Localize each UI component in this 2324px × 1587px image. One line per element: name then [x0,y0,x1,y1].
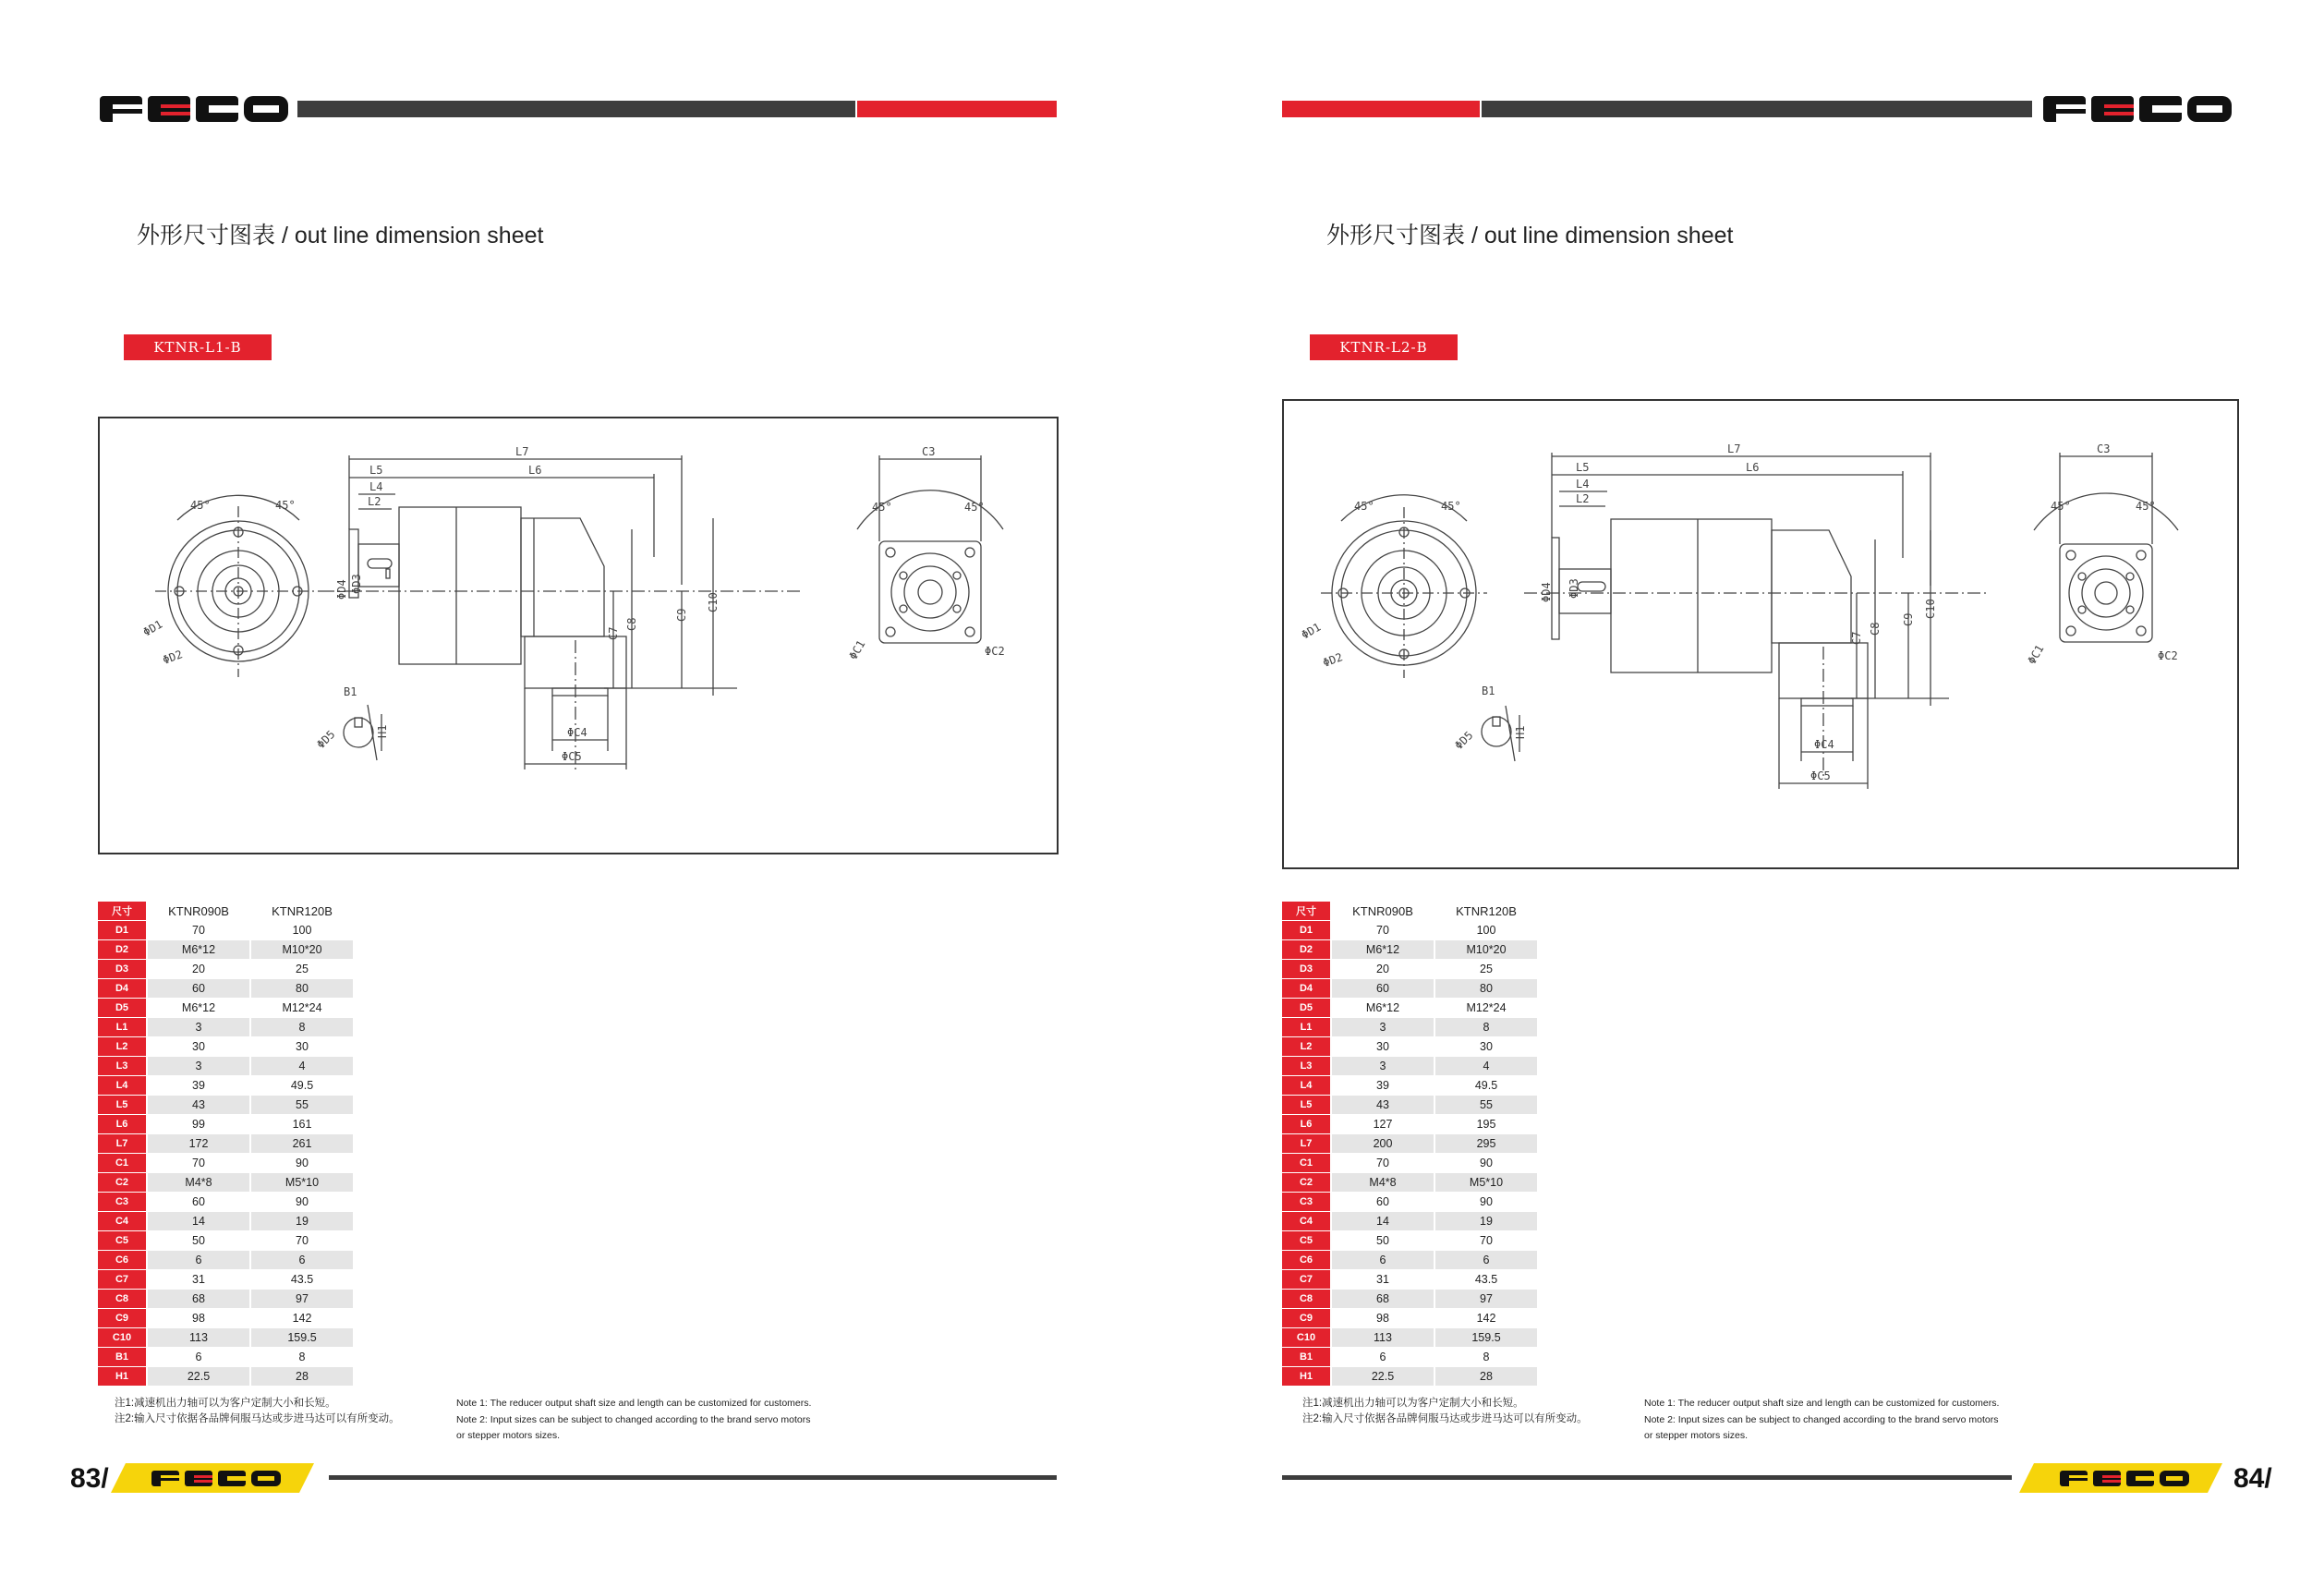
svg-text:ΦC2: ΦC2 [2158,649,2178,662]
dimension-value: 30 [1331,1037,1434,1057]
svg-text:C7: C7 [1850,631,1863,645]
dimension-value: 295 [1434,1134,1537,1154]
dimension-value: 70 [147,921,250,940]
svg-text:L6: L6 [1746,461,1760,474]
dimension-label: L3 [98,1057,147,1076]
dimension-value: 60 [1331,1193,1434,1212]
table-row [1282,1134,1537,1154]
svg-text:ΦC5: ΦC5 [562,750,582,763]
dimension-value: 70 [1434,1231,1537,1251]
svg-text:ΦD2: ΦD2 [1321,650,1345,670]
table-row [1282,1309,1537,1328]
svg-text:45°: 45° [964,501,985,514]
note-en-3: or stepper motors sizes. [1644,1430,1749,1441]
dimension-label: L4 [98,1076,147,1096]
dimension-label: D1 [1282,921,1331,940]
dimension-value: M6*12 [1331,940,1434,960]
note-en-2: Note 2: Input sizes can be subject to changed according to the brand servo motors [1644,1414,1999,1425]
dimension-value: 28 [1434,1367,1537,1387]
dimension-value: 8 [250,1348,353,1367]
dimension-label: C9 [1282,1309,1331,1328]
table-row [1282,1367,1537,1387]
model-badge: KTNR-L1-B [124,334,272,360]
dimension-value: 14 [1331,1212,1434,1231]
svg-text:ΦD3: ΦD3 [350,574,363,594]
dimension-value: 90 [250,1154,353,1173]
svg-text:L7: L7 [1727,442,1741,455]
dimension-drawing [98,417,1059,854]
dimension-label: C4 [1282,1212,1331,1231]
table-row [98,999,353,1018]
dimension-label: L6 [1282,1115,1331,1134]
dimension-drawing [1282,399,2239,869]
dimension-label: D1 [98,921,147,940]
svg-text:45°: 45° [872,501,892,514]
table-row [98,1348,353,1367]
dimension-label: L4 [1282,1076,1331,1096]
svg-text:L4: L4 [369,480,383,493]
dimension-value: 98 [147,1309,250,1328]
footer-logo-tag [111,1463,314,1493]
table-row [98,1270,353,1290]
svg-text:ΦD1: ΦD1 [140,617,165,639]
table-row [1282,979,1537,999]
svg-text:45°: 45° [2051,500,2071,513]
table-row [1282,1270,1537,1290]
dimension-label: L1 [1282,1018,1331,1037]
dimension-value: 4 [1434,1057,1537,1076]
dimension-value: 50 [147,1231,250,1251]
svg-text:L6: L6 [528,464,542,477]
dimension-value: 99 [147,1115,250,1134]
dimension-value: 159.5 [250,1328,353,1348]
dimension-value: 127 [1331,1115,1434,1134]
table-row [1282,1076,1537,1096]
table-row [98,1096,353,1115]
svg-text:ΦD4: ΦD4 [1540,582,1553,602]
table-row [98,1328,353,1348]
dimension-value: 6 [147,1251,250,1270]
dimension-value: 261 [250,1134,353,1154]
dimension-value: 55 [1434,1096,1537,1115]
dimension-value: 39 [147,1076,250,1096]
dimension-value: 49.5 [1434,1076,1537,1096]
dimension-label: D5 [98,999,147,1018]
svg-text:ΦD3: ΦD3 [1567,578,1580,599]
dimension-value: 30 [1434,1037,1537,1057]
dimension-label: C4 [98,1212,147,1231]
dimension-value: 98 [1331,1309,1434,1328]
dimension-label: C7 [98,1270,147,1290]
table-row [1282,960,1537,979]
dimension-label: C3 [98,1193,147,1212]
dimension-value: 28 [250,1367,353,1387]
dimension-label: C6 [1282,1251,1331,1270]
table-row [98,1251,353,1270]
note-en-1: Note 1: The reducer output shaft size and length can be customized for customers. [456,1398,812,1409]
dimension-value: 20 [1331,960,1434,979]
dimension-label: L2 [98,1037,147,1057]
dimension-value: M10*20 [1434,940,1537,960]
svg-text:45°: 45° [1441,500,1461,513]
dimension-label: L5 [1282,1096,1331,1115]
dimension-label: C8 [1282,1290,1331,1309]
dimension-label: H1 [1282,1367,1331,1387]
dimension-value: M6*12 [147,999,250,1018]
dimension-label: C2 [98,1173,147,1193]
table-row [1282,1251,1537,1270]
svg-text:45°: 45° [190,499,211,512]
dimension-value: 80 [1434,979,1537,999]
dimension-value: M4*8 [1331,1173,1434,1193]
header-cell: KTNR120B [1434,902,1537,921]
dimension-label: D4 [1282,979,1331,999]
table-row [98,1018,353,1037]
header-cell: 尺寸 [1282,902,1331,921]
note-cn-1: 注1:减速机出力轴可以为客户定制大小和长短。 [1302,1398,1524,1409]
table-row [1282,1057,1537,1076]
dimension-value: 3 [1331,1018,1434,1037]
dimension-value: 60 [147,1193,250,1212]
svg-text:ΦC2: ΦC2 [985,645,1005,658]
dimension-value: M6*12 [147,940,250,960]
dimension-label: C1 [98,1154,147,1173]
svg-text:L4: L4 [1576,478,1590,491]
svg-text:ΦC5: ΦC5 [1810,769,1831,782]
note-en-3: or stepper motors sizes. [456,1430,561,1441]
dimension-value: 19 [250,1212,353,1231]
dimension-label: C10 [98,1328,147,1348]
spec-table [98,902,353,1387]
dimension-value: 3 [147,1018,250,1037]
dimension-label: C1 [1282,1154,1331,1173]
dimension-value: 97 [1434,1290,1537,1309]
model-badge: KTNR-L2-B [1310,334,1458,360]
footer-logo-tag [2019,1463,2222,1493]
table-row [98,1309,353,1328]
header-cell: 尺寸 [98,902,147,921]
dimension-value: M12*24 [1434,999,1537,1018]
feco-logo [2043,92,2233,126]
dimension-value: M10*20 [250,940,353,960]
svg-text:45°: 45° [275,499,296,512]
footer-line [1282,1475,2012,1480]
svg-text:L5: L5 [1576,461,1590,474]
svg-text:C3: C3 [2097,442,2111,455]
dimension-value: 100 [250,921,353,940]
dimension-label: C9 [98,1309,147,1328]
dimension-value: 70 [147,1154,250,1173]
svg-text:ΦD4: ΦD4 [335,579,348,600]
svg-text:C9: C9 [1902,612,1915,626]
svg-text:C10: C10 [1924,599,1937,619]
section-title: 外形尺寸图表 / out line dimension sheet [137,223,544,248]
dimension-label: D5 [1282,999,1331,1018]
header-cell: KTNR090B [1331,902,1434,921]
dimension-value: 19 [1434,1212,1537,1231]
table-header-row [1282,902,1537,921]
dimension-value: 22.5 [1331,1367,1434,1387]
note-en-2: Note 2: Input sizes can be subject to changed according to the brand servo motors [456,1414,811,1425]
page-84 [1162,0,2324,1587]
table-row [1282,1037,1537,1057]
header-cell: KTNR120B [250,902,353,921]
svg-text:C8: C8 [625,617,638,631]
dimension-value: 39 [1331,1076,1434,1096]
svg-text:H1: H1 [1514,725,1527,739]
table-row [1282,1348,1537,1367]
dimension-value: 6 [1331,1251,1434,1270]
dimension-label: C8 [98,1290,147,1309]
dimension-value: 90 [1434,1193,1537,1212]
table-row [1282,1290,1537,1309]
footer-line [329,1475,1057,1480]
table-row [1282,1154,1537,1173]
table-row [98,1057,353,1076]
note-cn-2: 注2:输入尺寸依据各品牌伺服马达或步进马达可以有所变动。 [115,1413,400,1424]
section-title: 外形尺寸图表 / out line dimension sheet [1326,223,1734,248]
svg-text:C7: C7 [607,626,620,640]
dimension-label: L7 [98,1134,147,1154]
table-row [98,1076,353,1096]
dimension-label: B1 [1282,1348,1331,1367]
dimension-value: 22.5 [147,1367,250,1387]
svg-text:ΦD5: ΦD5 [1452,728,1476,753]
dimension-label: L6 [98,1115,147,1134]
dimension-value: 100 [1434,921,1537,940]
dimension-label: C5 [1282,1231,1331,1251]
dimension-value: 142 [250,1309,353,1328]
svg-text:ΦD2: ΦD2 [161,648,185,667]
table-row [98,1154,353,1173]
svg-text:ΦC4: ΦC4 [1814,738,1834,751]
table-row [1282,921,1537,940]
dimension-value: 20 [147,960,250,979]
table-row [98,960,353,979]
dimension-label: B1 [98,1348,147,1367]
dimension-value: 8 [1434,1018,1537,1037]
dimension-value: 3 [147,1057,250,1076]
dimension-value: 142 [1434,1309,1537,1328]
dimension-value: 6 [147,1348,250,1367]
dimension-label: C7 [1282,1270,1331,1290]
table-row [1282,1096,1537,1115]
dimension-value: M5*10 [250,1173,353,1193]
svg-text:L2: L2 [368,495,381,508]
spec-table [1282,902,1537,1387]
dimension-label: D3 [98,960,147,979]
table-row [1282,1212,1537,1231]
svg-text:ΦD1: ΦD1 [1299,620,1324,642]
svg-text:L5: L5 [369,464,383,477]
table-row [98,1037,353,1057]
dimension-value: 68 [1331,1290,1434,1309]
table-row [1282,1115,1537,1134]
table-row [98,1173,353,1193]
header-cell: KTNR090B [147,902,250,921]
dimension-value: 55 [250,1096,353,1115]
header-bar-dark [1482,101,2032,117]
dimension-value: 200 [1331,1134,1434,1154]
svg-text:B1: B1 [1482,684,1495,697]
table-row [1282,1018,1537,1037]
note-en-1: Note 1: The reducer output shaft size and length can be customized for customers. [1644,1398,2000,1409]
dimension-value: 97 [250,1290,353,1309]
table-row [98,940,353,960]
dimension-value: M12*24 [250,999,353,1018]
svg-text:45°: 45° [2136,500,2156,513]
table-row [1282,1193,1537,1212]
dimension-value: 161 [250,1115,353,1134]
dimension-value: M4*8 [147,1173,250,1193]
svg-text:ΦC1: ΦC1 [846,637,868,662]
dimension-label: L5 [98,1096,147,1115]
table-row [1282,1328,1537,1348]
dimension-value: 14 [147,1212,250,1231]
table-row [98,979,353,999]
dimension-value: 60 [147,979,250,999]
dimension-label: D2 [98,940,147,960]
page-number: 83/ [70,1463,109,1494]
note-cn-2: 注2:输入尺寸依据各品牌伺服马达或步进马达可以有所变动。 [1302,1413,1588,1424]
dimension-value: 60 [1331,979,1434,999]
svg-text:ΦC4: ΦC4 [567,726,587,739]
dimension-value: 80 [250,979,353,999]
dimension-value: 30 [250,1037,353,1057]
dimension-value: 43 [1331,1096,1434,1115]
dimension-label: D3 [1282,960,1331,979]
dimension-value: 25 [1434,960,1537,979]
svg-text:C10: C10 [707,592,720,612]
dimension-value: 43 [147,1096,250,1115]
dimension-value: 90 [1434,1154,1537,1173]
note-cn-1: 注1:减速机出力轴可以为客户定制大小和长短。 [115,1398,336,1409]
table-row [98,1115,353,1134]
svg-text:45°: 45° [1354,500,1374,513]
dimension-value: 43.5 [1434,1270,1537,1290]
feco-logo [100,92,290,126]
table-header-row [98,902,353,921]
dimension-value: 3 [1331,1057,1434,1076]
dimension-value: 25 [250,960,353,979]
dimension-value: 6 [1331,1348,1434,1367]
header-bar-red [857,101,1057,117]
dimension-label: L1 [98,1018,147,1037]
svg-text:B1: B1 [344,685,357,698]
dimension-label: L7 [1282,1134,1331,1154]
svg-text:ΦC1: ΦC1 [2025,642,2047,667]
table-row [98,921,353,940]
svg-text:C8: C8 [1869,622,1882,636]
dimension-value: 195 [1434,1115,1537,1134]
dimension-value: 43.5 [250,1270,353,1290]
dimension-label: H1 [98,1367,147,1387]
dimension-value: 90 [250,1193,353,1212]
dimension-value: 113 [1331,1328,1434,1348]
dimension-value: 70 [1331,921,1434,940]
svg-text:L7: L7 [515,445,529,458]
dimension-value: 30 [147,1037,250,1057]
table-row [98,1290,353,1309]
dimension-value: 8 [250,1018,353,1037]
svg-text:C9: C9 [675,608,688,622]
dimension-value: 172 [147,1134,250,1154]
dimension-label: D4 [98,979,147,999]
dimension-value: 6 [1434,1251,1537,1270]
table-row [1282,999,1537,1018]
dimension-value: 8 [1434,1348,1537,1367]
page-number: 84/ [2233,1463,2272,1494]
dimension-value: 70 [1331,1154,1434,1173]
dimension-label: C5 [98,1231,147,1251]
dimension-label: D2 [1282,940,1331,960]
dimension-value: 31 [1331,1270,1434,1290]
table-row [1282,1173,1537,1193]
dimension-value: 6 [250,1251,353,1270]
dimension-value: M6*12 [1331,999,1434,1018]
dimension-label: C2 [1282,1173,1331,1193]
dimension-value: 31 [147,1270,250,1290]
dimension-label: C3 [1282,1193,1331,1212]
dimension-value: 4 [250,1057,353,1076]
dimension-value: 49.5 [250,1076,353,1096]
table-row [1282,1231,1537,1251]
svg-text:L2: L2 [1576,492,1590,505]
svg-text:C3: C3 [922,445,936,458]
svg-text:ΦD5: ΦD5 [314,727,338,752]
table-row [98,1193,353,1212]
table-row [98,1231,353,1251]
table-row [1282,940,1537,960]
dimension-value: 68 [147,1290,250,1309]
dimension-value: 113 [147,1328,250,1348]
dimension-value: 70 [250,1231,353,1251]
dimension-label: C6 [98,1251,147,1270]
svg-text:H1: H1 [376,724,389,738]
table-row [98,1367,353,1387]
header-bar-dark [297,101,855,117]
dimension-label: L3 [1282,1057,1331,1076]
dimension-value: 159.5 [1434,1328,1537,1348]
dimension-label: L2 [1282,1037,1331,1057]
dimension-value: 50 [1331,1231,1434,1251]
header-bar-red [1282,101,1480,117]
table-row [98,1134,353,1154]
table-row [98,1212,353,1231]
dimension-value: M5*10 [1434,1173,1537,1193]
dimension-label: C10 [1282,1328,1331,1348]
